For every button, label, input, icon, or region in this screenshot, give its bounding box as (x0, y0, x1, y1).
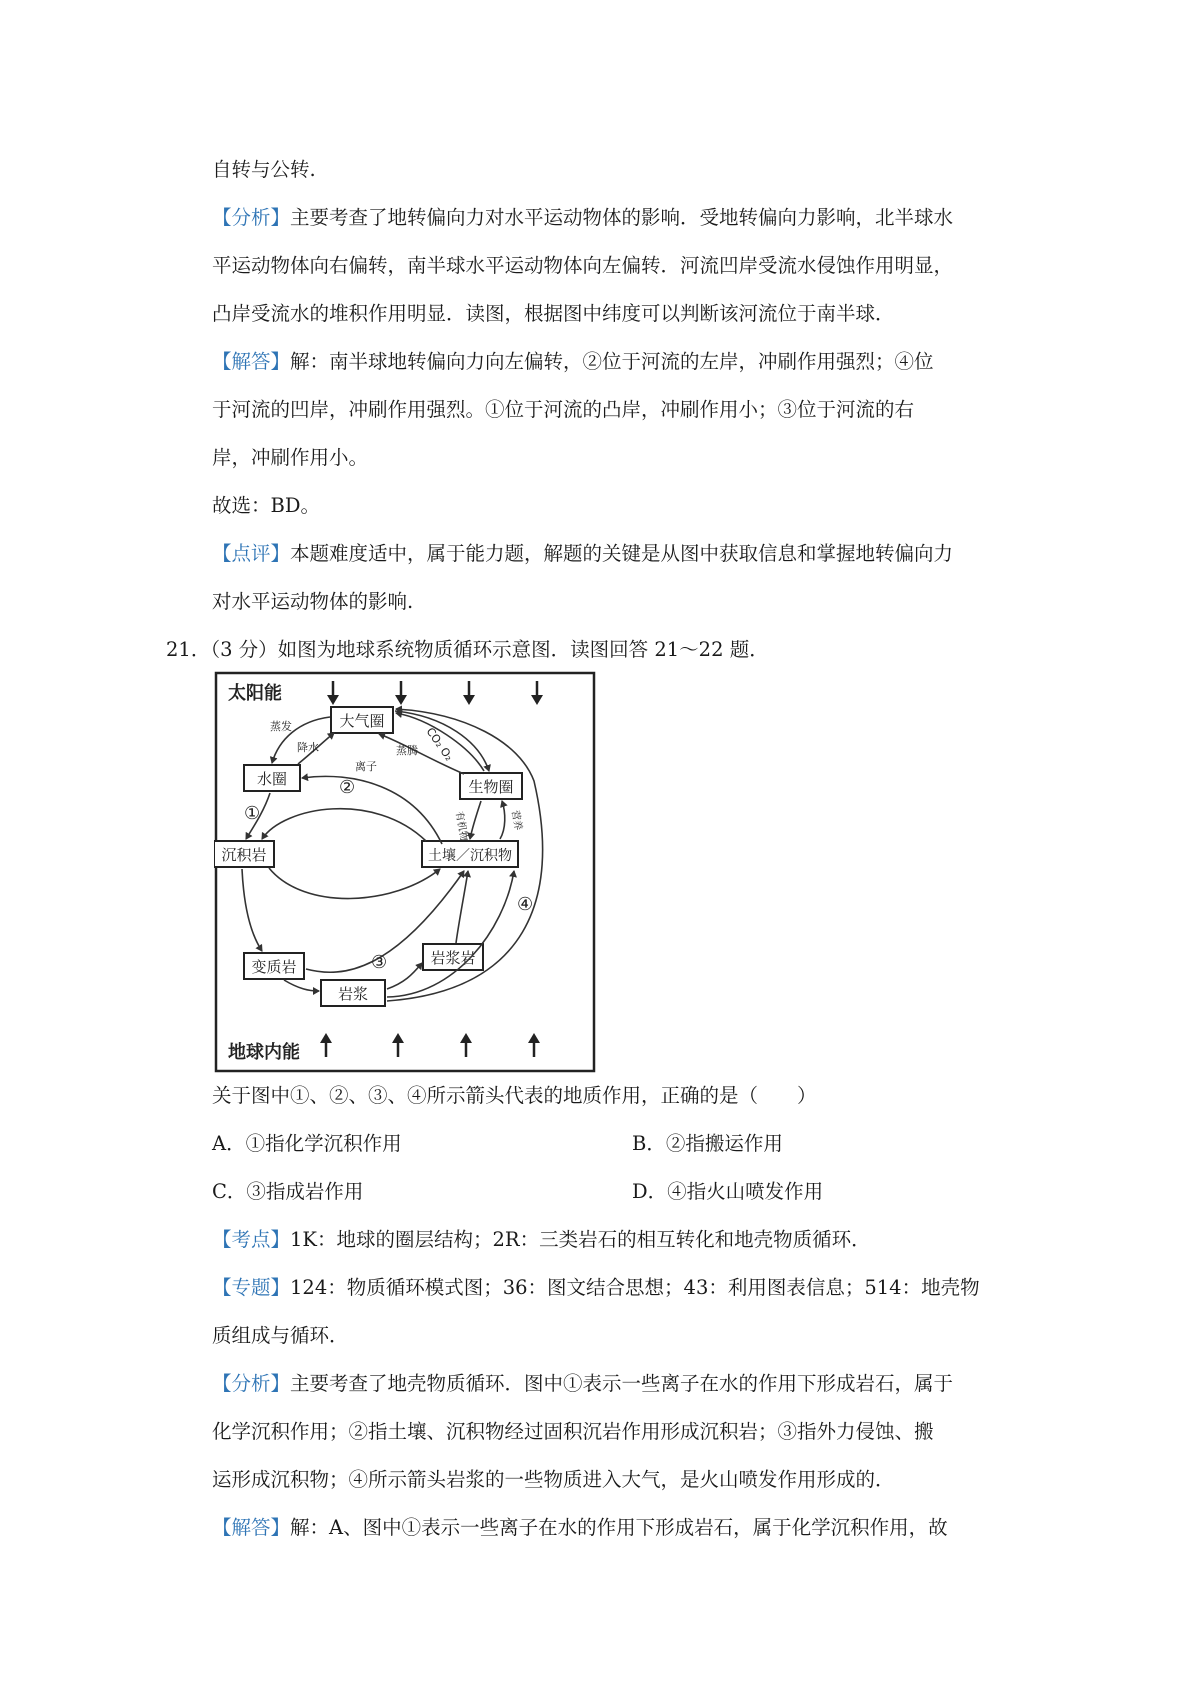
solar-arrow-icon (327, 681, 339, 705)
number-3-label: ③ (371, 952, 388, 973)
bottom-label: 地球内能 (228, 1042, 300, 1063)
internal-arrow-icon (392, 1033, 404, 1057)
arrow-meta-to-magma (284, 980, 319, 991)
solar-arrows-group (327, 681, 543, 705)
svg-text:变质岩: 变质岩 (251, 958, 297, 976)
label-precipitation: 降水 (297, 741, 319, 754)
text-line: 【分析】主要考查了地壳物质循环．图中①表示一些离子在水的作用下形成岩石，属于 (212, 1372, 954, 1395)
label-organic: 有机物 (453, 810, 470, 843)
text-line: 【专题】124：物质循环模式图；36：图文结合思想；43：利用图表信息；514：地壳物 (212, 1276, 980, 1299)
section-tag: 【解答】 (212, 1516, 291, 1539)
text-line: 【解答】解：南半球地转偏向力向左偏转，②位于河流的左岸，冲刷作用强烈；④位 (212, 350, 934, 373)
section-tag: 【分析】 (212, 1372, 291, 1395)
box-hydrosphere (244, 765, 300, 791)
arrow-igneous-to-soil (456, 871, 468, 943)
label-nutrients: 营养 (509, 809, 524, 832)
option-d: D．④指火山喷发作用 (632, 1180, 824, 1203)
text-line: 平运动物体向右偏转，南半球水平运动物体向左偏转．河流凹岸受流水侵蚀作用明显， (212, 254, 954, 277)
text-line: 【分析】主要考查了地转偏向力对水平运动物体的影响．受地转偏向力影响，北半球水 (212, 206, 954, 229)
label-co2-o2: CO₂ O₂ (423, 725, 456, 764)
question-prompt: 关于图中①、②、③、④所示箭头代表的地质作用，正确的是（ ） (212, 1084, 817, 1107)
number-2-label: ② (339, 777, 356, 798)
box-metamorphic-rock (244, 953, 304, 979)
section-tag: 【解答】 (212, 350, 291, 373)
box-soil-sediment (422, 841, 518, 867)
label-transpiration: 蒸腾 (396, 744, 418, 757)
arrow-nutrients (500, 801, 505, 839)
svg-text:沉积岩: 沉积岩 (221, 846, 267, 864)
box-biosphere (460, 773, 522, 799)
label-evaporation: 蒸发 (270, 720, 292, 733)
svg-text:生物圈: 生物圈 (468, 778, 514, 796)
text-line: 【考点】1K：地球的圈层结构；2R：三类岩石的相互转化和地壳物质循环． (212, 1228, 871, 1251)
section-tag: 【专题】 (212, 1276, 291, 1299)
svg-text:土壤／沉积物: 土壤／沉积物 (428, 848, 512, 864)
box-sedimentary-rock (214, 841, 274, 867)
option-c: C．③指成岩作用 (212, 1180, 364, 1203)
material-cycle-diagram (214, 671, 596, 1073)
text-line: 化学沉积作用；②指土壤、沉积物经过固积沉岩作用形成沉积岩；③指外力侵蚀、搬 (212, 1420, 934, 1443)
number-1-label: ① (244, 803, 261, 824)
top-label: 太阳能 (228, 683, 282, 704)
internal-arrow-icon (460, 1033, 472, 1057)
text-line: 自转与公转. (212, 158, 316, 181)
text-line: 【点评】本题难度适中，属于能力题，解题的关键是从图中获取信息和掌握地转偏向力 (212, 542, 954, 565)
solar-arrow-icon (395, 681, 407, 705)
svg-text:岩浆: 岩浆 (337, 985, 369, 1003)
arrow-sed-to-soil (269, 868, 440, 899)
box-atmosphere (331, 707, 393, 733)
box-magma (321, 980, 385, 1006)
text-line: 运形成沉积物；④所示箭头岩浆的一些物质进入大气，是火山喷发作用形成的． (212, 1468, 895, 1491)
section-tag: 【考点】 (212, 1228, 291, 1251)
internal-arrow-icon (528, 1033, 540, 1057)
svg-text:水圈: 水圈 (256, 770, 288, 788)
solar-arrow-icon (531, 681, 543, 705)
section-tag: 【点评】 (212, 542, 291, 565)
text-line: 对水平运动物体的影响. (212, 590, 414, 613)
internal-arrow-icon (320, 1033, 332, 1057)
option-b: B．②指搬运作用 (632, 1132, 783, 1155)
box-igneous-rock (423, 944, 483, 970)
text-line: 【解答】解：A、图中①表示一些离子在水的作用下形成岩石，属于化学沉积作用，故 (212, 1516, 948, 1539)
text-line: 于河流的凹岸，冲刷作用强烈。①位于河流的凸岸，冲刷作用小；③位于河流的右 (212, 398, 915, 421)
text-line: 岸，冲刷作用小。 (212, 446, 369, 469)
arrow-sed-to-meta (242, 869, 262, 951)
arrow-organic (470, 801, 481, 839)
question-stem: 21．（3 分）如图为地球系统物质循环示意图．读图回答 21～22 题． (166, 638, 769, 661)
text-line: 凸岸受流水的堆积作用明显．读图，根据图中纬度可以判断该河流位于南半球． (212, 302, 895, 325)
solar-arrow-icon (463, 681, 475, 705)
internal-arrows-group (320, 1033, 540, 1057)
text-line: 故选：BD。 (212, 494, 320, 517)
arrow-2 (262, 809, 426, 841)
svg-text:大气圈: 大气圈 (339, 712, 385, 730)
section-tag: 【分析】 (212, 206, 291, 229)
svg-text:岩浆岩: 岩浆岩 (430, 949, 476, 967)
text-line: 质组成与循环． (212, 1324, 349, 1347)
number-4-label: ④ (517, 894, 534, 915)
arrow-magma-to-igneous (387, 963, 422, 989)
option-a: A．①指化学沉积作用 (212, 1132, 402, 1155)
label-ions: 离子 (355, 760, 377, 773)
